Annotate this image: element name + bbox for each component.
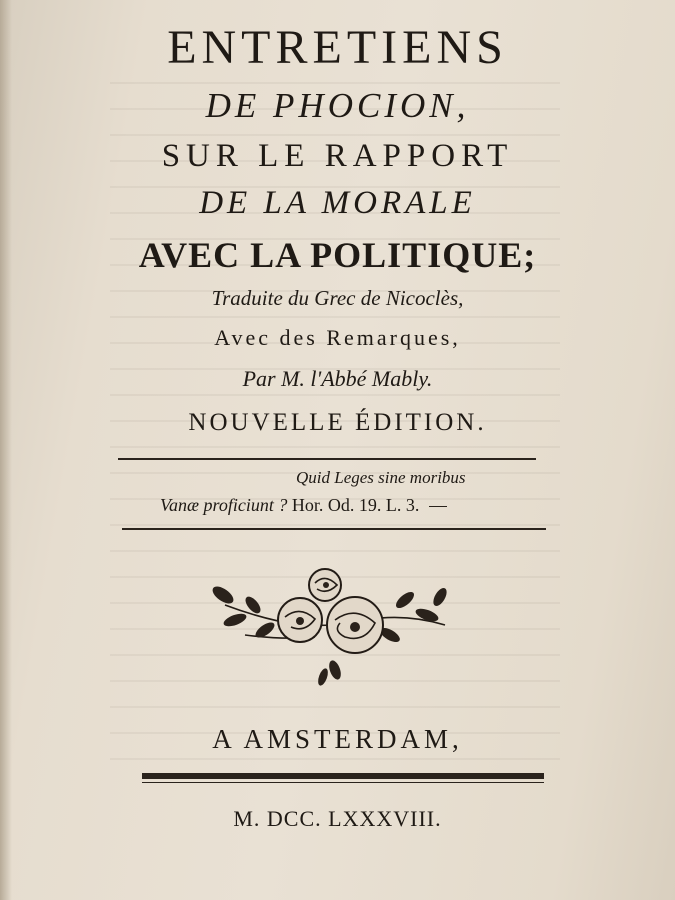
epigraph-line-2 [160,495,447,516]
top-rule [118,458,536,460]
epigraph-line-1: Quid Leges sine moribus [296,468,466,487]
author-line: Par M. l'Abbé Mably. [242,366,433,391]
title-line-2: DE PHOCION, [205,86,470,125]
flower-ornament-icon [205,565,455,695]
title-line-3: SUR LE RAPPORT [161,138,514,174]
title-line-4: DE LA MORALE [199,185,476,221]
title-line-5: AVEC LA POLITIQUE; [138,235,537,275]
epigraph-latin: Vanæ proficiunt ? [160,495,288,515]
imprint-place: A AMSTERDAM, [212,724,463,754]
bottom-rule [122,528,546,530]
book-gutter-shadow [0,0,12,900]
epigraph-dash [429,506,447,507]
title-line-1: ENTRETIENS [167,21,508,74]
translation-note: Traduite du Grec de Nicoclès, [211,286,464,310]
edition-line: NOUVELLE ÉDITION. [188,409,487,436]
imprint-year: M. DCC. LXXXVIII. [233,806,442,831]
epigraph-reference: Hor. Od. 19. L. 3. [291,495,420,515]
remarks-note: Avec des Remarques, [214,325,461,350]
thick-rule [142,773,544,779]
thin-rule [142,782,544,783]
